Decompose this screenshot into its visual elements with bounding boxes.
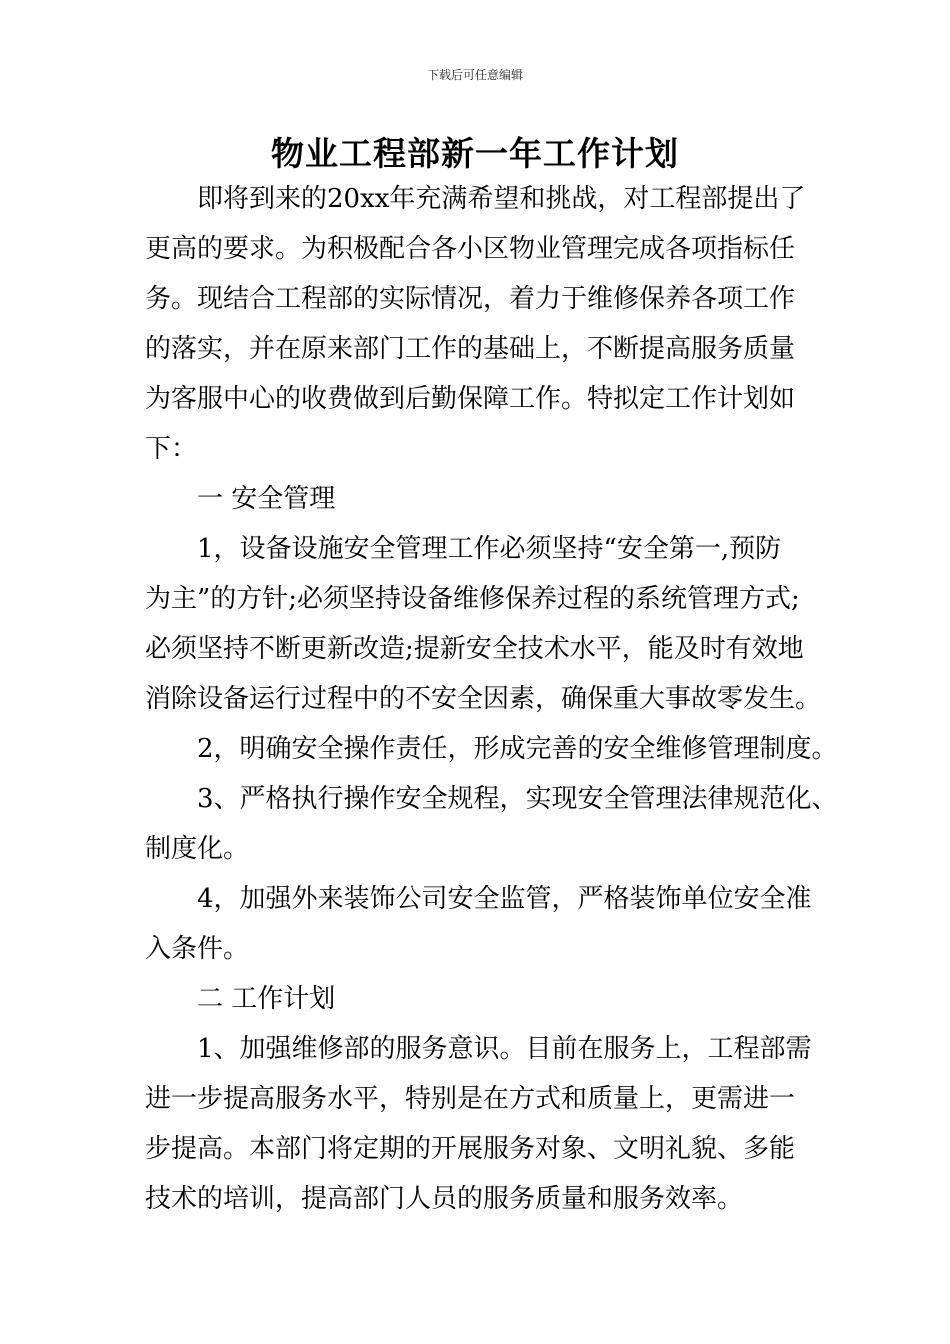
body-line: 的落实，并在原来部门工作的基础上，不断提高服务质量 xyxy=(145,334,796,364)
body-line: 二 工作计划 xyxy=(197,984,336,1014)
body-line: 1，设备设施安全管理工作必须坚持“安全第一,预防 xyxy=(197,534,782,564)
body-line: 1、加强维修部的服务意识。目前在服务上，工程部需 xyxy=(197,1034,812,1064)
body-line: 下： xyxy=(145,434,198,464)
header-note: 下载后可任意编辑 xyxy=(426,68,523,82)
body-line: 一 安全管理 xyxy=(197,484,336,514)
body-line: 步提高。本部门将定期的开展服务对象、文明礼貌、多能 xyxy=(145,1134,796,1164)
body-line: 必须坚持不断更新改造;提新安全技术水平，能及时有效地 xyxy=(145,634,804,664)
document-title: 物业工程部新一年工作计划 xyxy=(271,134,679,173)
body-line: 入条件。 xyxy=(145,934,250,964)
body-line: 进一步提高服务水平，特别是在方式和质量上，更需进一 xyxy=(145,1084,796,1114)
body-line: 4，加强外来装饰公司安全监管，严格装饰单位安全准 xyxy=(197,884,812,914)
body-line: 务。现结合工程部的实际情况，着力于维修保养各项工作 xyxy=(145,284,796,314)
body-line: 3、严格执行操作安全规程，实现安全管理法律规范化、 xyxy=(197,784,838,814)
body-line: 更高的要求。为积极配合各小区物业管理完成各项指标任 xyxy=(145,234,796,264)
body-line: 即将到来的20xx年充满希望和挑战，对工程部提出了 xyxy=(197,184,806,214)
body-line: 技术的培训，提高部门人员的服务质量和服务效率。 xyxy=(145,1184,744,1214)
body-line: 2，明确安全操作责任，形成完善的安全维修管理制度。 xyxy=(197,734,838,764)
body-line: 制度化。 xyxy=(145,834,250,864)
body-line: 为客服中心的收费做到后勤保障工作。特拟定工作计划如 xyxy=(145,384,796,414)
body-line: 消除设备运行过程中的不安全因素，确保重大事故零发生。 xyxy=(145,684,822,714)
body-line: 为主”的方针;必须坚持设备维修保养过程的系统管理方式; xyxy=(145,584,800,614)
